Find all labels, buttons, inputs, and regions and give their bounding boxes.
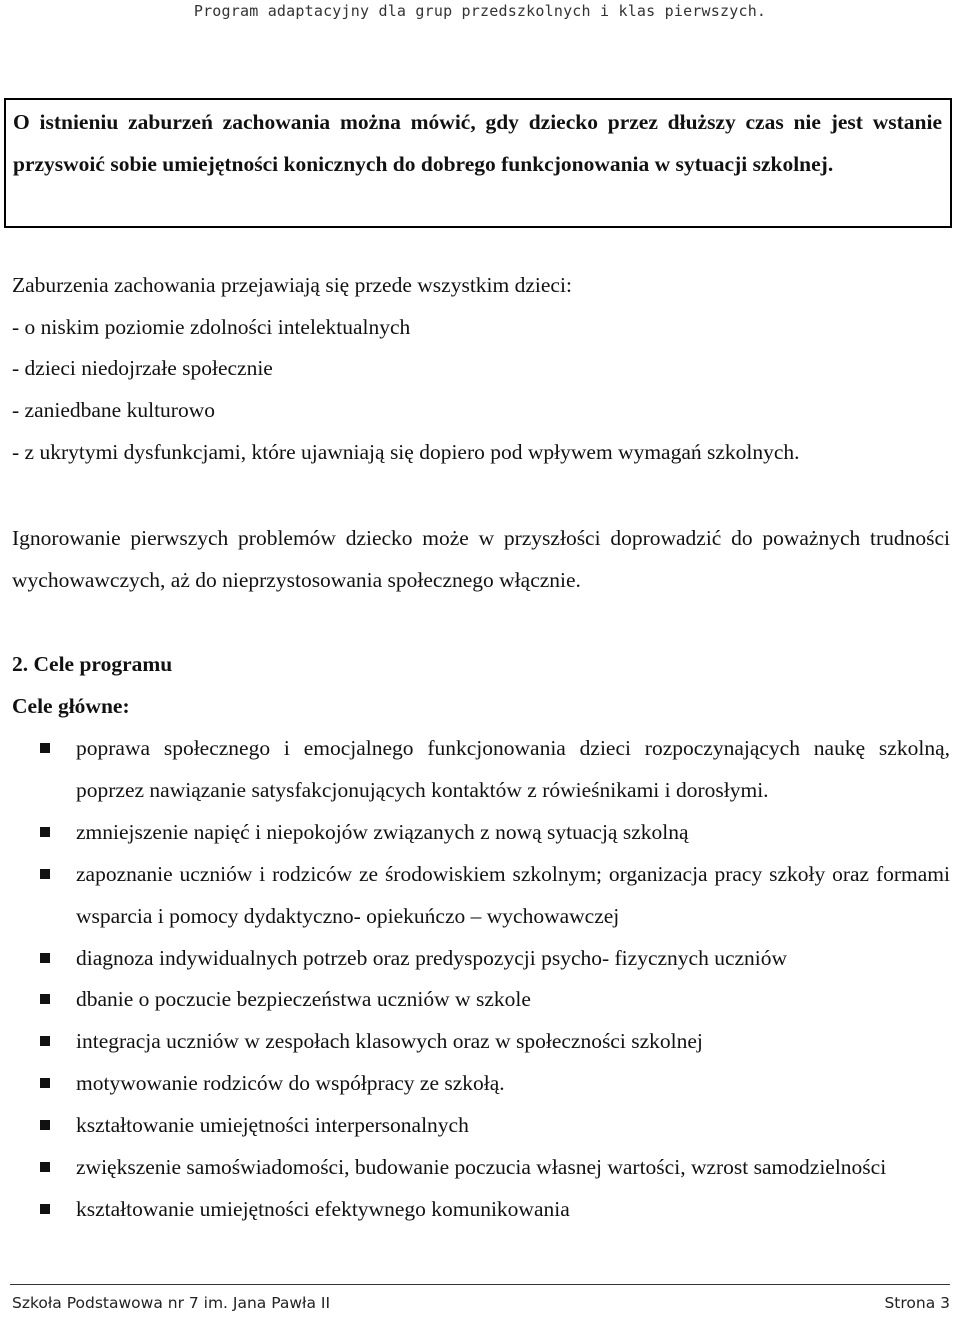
goal-item bbox=[40, 728, 950, 812]
section-heading: 2. Cele programu bbox=[12, 652, 173, 676]
square-bullet-icon bbox=[40, 994, 50, 1004]
goal-item bbox=[40, 1063, 950, 1105]
goal-text: kształtowanie umiejętności efektywnego komunikowania bbox=[76, 1196, 570, 1221]
goal-text: motywowanie rodziców do współpracy ze szkołą. bbox=[76, 1071, 505, 1096]
intro-item: - z ukrytymi dysfunkcjami, które ujawniają się dopiero pod wpływem wymagań szkolnych. bbox=[12, 439, 800, 464]
page-footer bbox=[12, 1294, 950, 1312]
goal-item bbox=[40, 1105, 950, 1147]
goal-text: integracja uczniów w zespołach klasowych oraz w społeczności szkolnej bbox=[76, 1029, 703, 1054]
goal-item bbox=[40, 854, 950, 938]
square-bullet-icon bbox=[40, 827, 50, 837]
page-header: Program adaptacyjny dla grup przedszkolnych i klas pierwszych. bbox=[193, 2, 767, 20]
goal-item bbox=[40, 812, 950, 854]
section-block bbox=[12, 644, 950, 727]
intro-item: - dzieci niedojrzałe społecznie bbox=[12, 356, 273, 381]
square-bullet-icon bbox=[40, 1120, 50, 1130]
square-bullet-icon bbox=[40, 953, 50, 963]
goal-item bbox=[40, 1021, 950, 1063]
section-subheading: Cele główne: bbox=[12, 693, 130, 718]
intro-item: - o niskim poziomie zdolności intelektualnych bbox=[12, 314, 411, 339]
goal-text: dbanie o poczucie bezpieczeństwa uczniów w szkole bbox=[76, 987, 531, 1012]
goal-text: kształtowanie umiejętności interpersonalnych bbox=[76, 1113, 469, 1138]
goal-item bbox=[40, 938, 950, 980]
goals-list bbox=[40, 728, 950, 1231]
square-bullet-icon bbox=[40, 743, 50, 753]
goal-item bbox=[40, 1189, 950, 1231]
highlighted-box: O istnieniu zaburzeń zachowania można mówić, gdy dziecko przez dłuższy czas nie jest wstanie przyswoić sobie umiejętności konicznych do dobrego funkcjonowania w sytuacji szkolnej. bbox=[4, 98, 952, 228]
goal-text: zwiększenie samoświadomości, budowanie poczucia własnej wartości, wzrost samodzielności bbox=[76, 1155, 887, 1180]
footer-divider bbox=[10, 1284, 950, 1285]
goal-item bbox=[40, 1147, 950, 1189]
goal-text: diagnoza indywidualnych potrzeb oraz predyspozycji psycho- fizycznych uczniów bbox=[76, 945, 788, 970]
goal-text: zmniejszenie napięć i niepokojów związanych z nową sytuacją szkolną bbox=[76, 819, 689, 844]
square-bullet-icon bbox=[40, 869, 50, 879]
body-paragraph: Ignorowanie pierwszych problemów dziecko może w przyszłości doprowadzić do poważnych trudności wychowawczych, aż do nieprzystosowania społecznego włącznie. bbox=[12, 526, 950, 592]
square-bullet-icon bbox=[40, 1078, 50, 1088]
square-bullet-icon bbox=[40, 1162, 50, 1172]
square-bullet-icon bbox=[40, 1036, 50, 1046]
goal-item bbox=[40, 979, 950, 1021]
intro-lead: Zaburzenia zachowania przejawiają się przede wszystkim dzieci: bbox=[12, 273, 572, 297]
goal-text: poprawa społecznego i emocjalnego funkcjonowania dzieci rozpoczynających naukę szkolną, poprzez nawiązanie satysfakcjonujących kontaktów z rówieśnikami i dorosłymi. bbox=[76, 736, 950, 802]
square-bullet-icon bbox=[40, 1204, 50, 1214]
intro-block bbox=[12, 265, 950, 474]
page-number: Strona 3 bbox=[884, 1294, 950, 1312]
intro-item: - zaniedbane kulturowo bbox=[12, 398, 215, 423]
goal-text: zapoznanie uczniów i rodziców ze środowiskiem szkolnym; organizacja pracy szkoły oraz formami wsparcia i pomocy dydaktyczno- opiekuńczo – wychowawczej bbox=[76, 861, 950, 928]
footer-school-name: Szkoła Podstawowa nr 7 im. Jana Pawła II bbox=[12, 1294, 331, 1312]
